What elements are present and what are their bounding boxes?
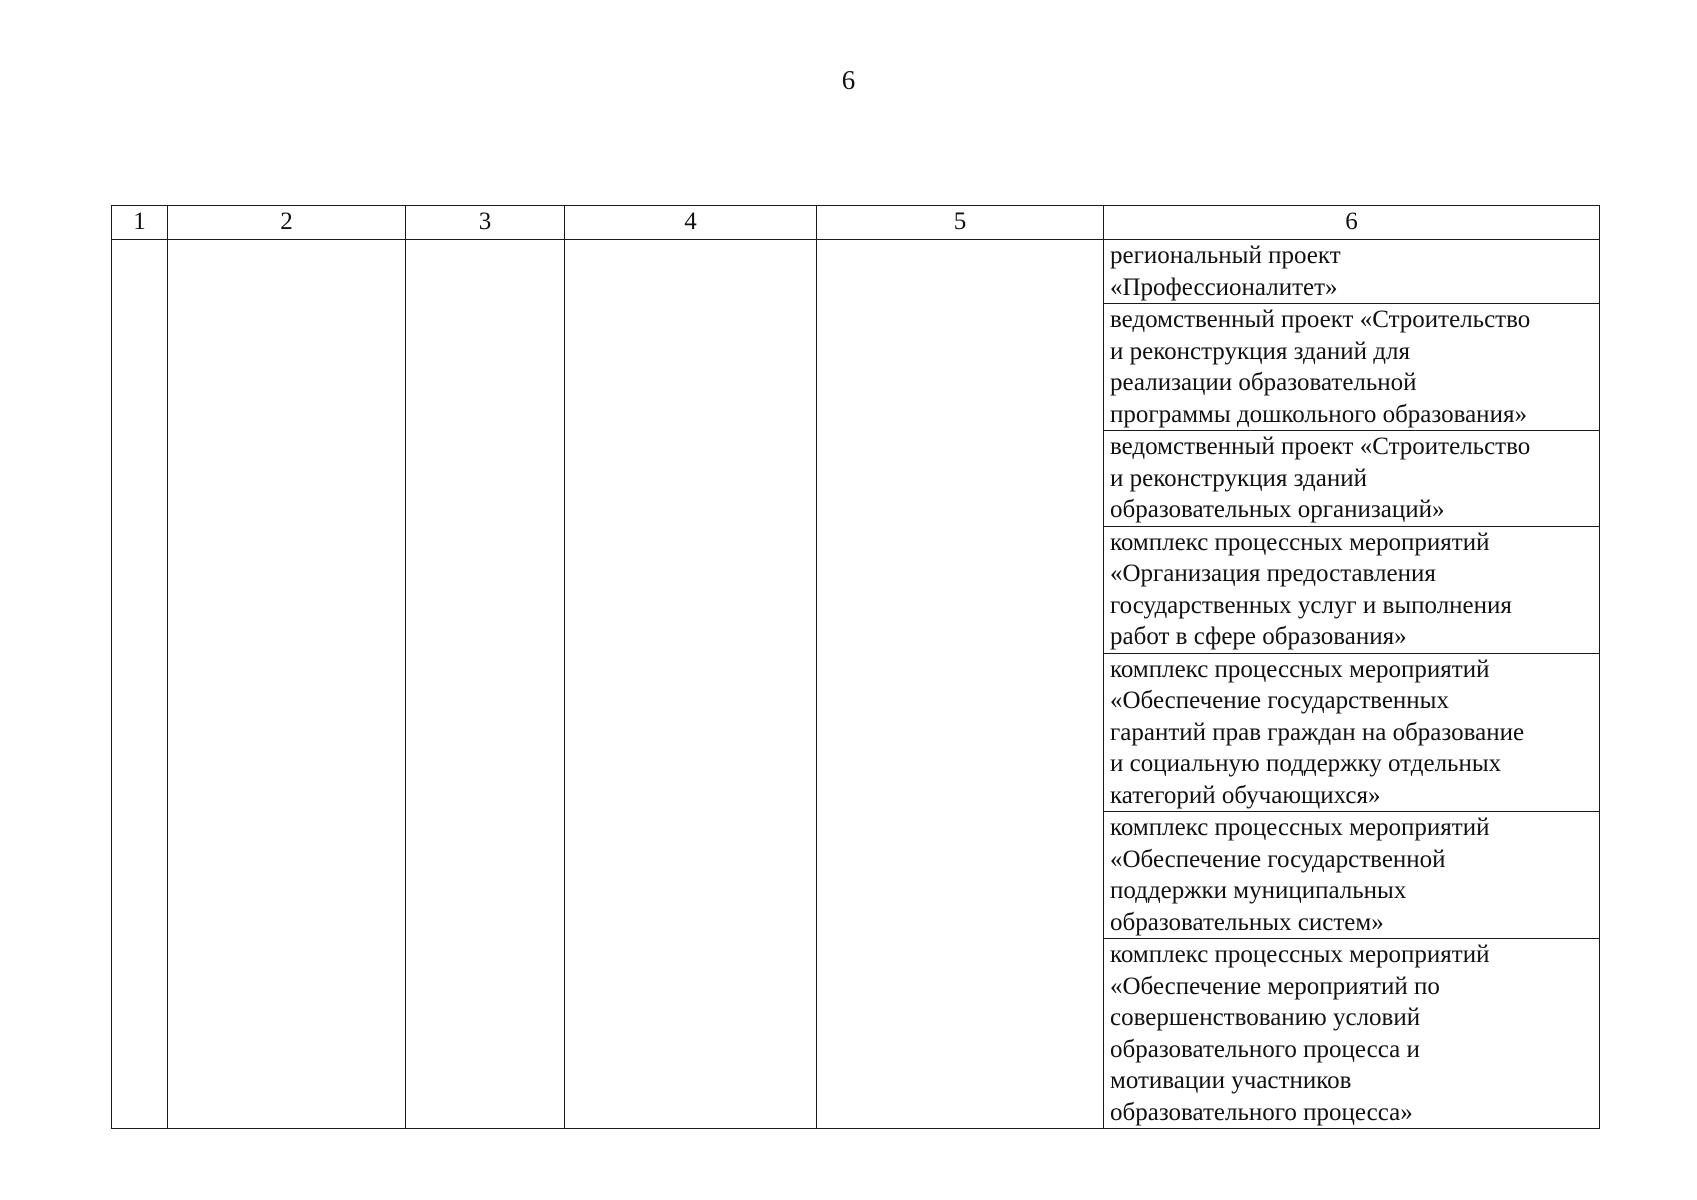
process-line: образовательного процесса»	[1110, 1098, 1413, 1126]
process-line: мотивации участников	[1110, 1067, 1352, 1094]
process-line: поддержки муниципальных	[1110, 877, 1407, 904]
column-header-5: 5	[817, 206, 1104, 240]
process-line: категорий обучающихся»	[1110, 781, 1381, 809]
project-cell	[1104, 431, 1600, 527]
table-row	[112, 240, 1600, 304]
project-line: региональный проект	[1110, 242, 1341, 269]
process-line: комплекс процессных мероприятий	[1110, 814, 1490, 841]
program-structure-table	[111, 205, 1600, 1129]
table-cell-col5	[817, 240, 1104, 1129]
process-line: «Обеспечение государственной	[1110, 845, 1446, 873]
process-complex-cell	[1104, 526, 1600, 653]
process-line: комплекс процессных мероприятий	[1110, 941, 1490, 968]
column-header-4: 4	[565, 206, 817, 240]
process-line: гарантий прав граждан на образование	[1110, 718, 1525, 746]
column-header-3: 3	[406, 206, 565, 240]
process-complex-cell	[1104, 653, 1600, 812]
project-line: ведомственный проект «Строительство	[1110, 306, 1531, 333]
page-number: 6	[841, 65, 856, 95]
project-cell	[1104, 304, 1600, 431]
process-line: работ в сфере образования»	[1110, 623, 1407, 650]
column-header-6: 6	[1104, 206, 1600, 240]
project-line: ведомственный проект «Строительство	[1110, 433, 1531, 460]
column-header-1: 1	[112, 206, 168, 240]
process-line: образовательного процесса и	[1110, 1035, 1420, 1063]
table-header-row	[112, 206, 1600, 240]
project-line: и реконструкция зданий	[1110, 464, 1368, 492]
process-line: «Организация предоставления	[1110, 560, 1436, 587]
table-cell-col1	[112, 240, 168, 1129]
process-line: государственных услуг и выполнения	[1110, 591, 1512, 619]
project-line: образовательных организаций»	[1110, 496, 1445, 523]
process-line: совершенствованию условий	[1110, 1004, 1421, 1031]
process-line: комплекс процессных мероприятий	[1110, 655, 1490, 683]
project-line: «Профессионалитет»	[1110, 273, 1338, 301]
table-cell-col2	[168, 240, 406, 1129]
process-line: комплекс процессных мероприятий	[1110, 528, 1490, 556]
process-complex-cell	[1104, 939, 1600, 1129]
table-cell-col3	[406, 240, 565, 1129]
process-line: и социальную поддержку отдельных	[1110, 750, 1502, 777]
table-cell-col4	[565, 240, 817, 1129]
process-complex-cell	[1104, 812, 1600, 939]
project-line: реализации образовательной	[1110, 369, 1417, 396]
process-line: «Обеспечение государственных	[1110, 687, 1449, 714]
process-line: «Обеспечение мероприятий по	[1110, 972, 1440, 1000]
project-cell	[1104, 240, 1600, 304]
column-header-2: 2	[168, 206, 406, 240]
project-line: и реконструкция зданий для	[1110, 337, 1410, 365]
project-line: программы дошкольного образования»	[1110, 400, 1527, 428]
process-line: образовательных систем»	[1110, 908, 1384, 936]
